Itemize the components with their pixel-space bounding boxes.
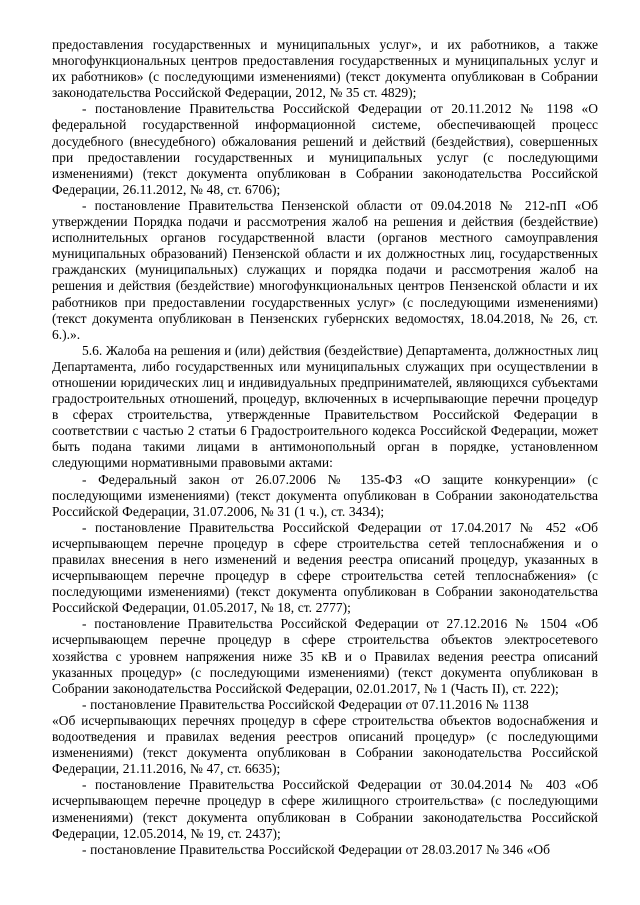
paragraph: 5.6. Жалоба на решения и (или) действия (бездействие) Департамента, должностных лиц Департамента, либо государственных или муниципальных служащих при осуществлении в отношении юридических лиц и индивидуальных предпринимателей, являющихся субъектами градостроительных отношений, процедур, включенных в исчерпывающие перечни процедур в сферах строительства, утвержденные Правительством Российской Федерации в соответствии с частью 2 статьи 6 Градостроительного кодекса Российской Федерации, может быть подана такими лицами в антимонопольный орган в порядке, установленном следующими нормативными правовыми актами: bbox=[52, 342, 598, 471]
paragraph: - постановление Правительства Российской Федерации от 27.12.2016 № 1504 «Об исчерпывающем перечне процедур в сфере строительства объектов электросетевого хозяйства с уровнем напряжения ниже 35 кВ и о Правилах ведения реестра описаний указанных процедур» (с последующими изменениями) (текст документа опубликован в Собрании законодательства Российской Федерации, 02.01.2017, № 1 (Часть II), ст. 222); bbox=[52, 616, 598, 696]
paragraph: - постановление Правительства Российской Федерации от 28.03.2017 № 346 «Об bbox=[82, 841, 550, 857]
paragraph: - постановление Правительства Российской Федерации от 20.11.2012 № 1198 «О федеральной государственной информационной системе, обеспечивающей процесс досудебного (внесудебного) обжалования решений и действий (бездействия), совершенных при предоставлении государственных и муниципальных услуг (с последующими изменениями) (текст документа опубликован в Собрании законодательства Российской Федерации, 26.11.2012, № 48, ст. 6706); bbox=[52, 101, 598, 197]
paragraph: - постановление Правительства Российской Федерации от 17.04.2017 № 452 «Об исчерпывающем перечне процедур в сфере строительства сетей теплоснабжения и о правилах внесения в него изменений и ведения реестра описаний процедур, указанных в исчерпывающем перечне процедур в сфере строительства сетей теплоснабжения» (с последующими изменениями) (текст документа опубликован в Собрании законодательства Российской Федерации, 01.05.2017, № 18, ст. 2777); bbox=[52, 519, 598, 616]
document-body bbox=[52, 37, 598, 858]
paragraph: «Об исчерпывающих перечнях процедур в сфере строительства объектов водоснабжения и водоотведения и правилах ведения реестров описаний процедур» (с последующими изменениями) (текст документа опубликован в Собрании законодательства Российской Федерации, 21.11.2016, № 47, ст. 6635); bbox=[52, 712, 598, 777]
paragraph: - постановление Правительства Пензенской области от 09.04.2018 № 212-пП «Об утверждении Порядка подачи и рассмотрения жалоб на решения и действия (бездействие) исполнительных органов государственной власти (органов местного самоуправления муниципальных образований) Пензенской области и их должностных лиц, государственных гражданских (муниципальных) служащих и порядка подачи и рассмотрения жалоб на решения и действия (бездействие) многофункциональных центров Пензенской области и их работников при предоставлении государственных услуг» (с последующими изменениями) (текст документа опубликован в Пензенских губернских ведомостях, 18.04.2018, № 26, ст. 6.).». bbox=[52, 197, 598, 342]
paragraph: - постановление Правительства Российской Федерации от 30.04.2014 № 403 «Об исчерпывающем перечне процедур в сфере жилищного строительства» (с последующими изменениями) (текст документа опубликован в Собрании законодательства Российской Федерации, 12.05.2014, № 19, ст. 2437); bbox=[52, 777, 598, 841]
paragraph: предоставления государственных и муниципальных услуг», и их работников, а также многофункциональных центров предоставления государственных и муниципальных услуг и их работников» (с последующими изменениями) (текст документа опубликован в Собрании законодательства Российской Федерации, 2012, № 35 ст. 4829); bbox=[52, 37, 598, 101]
paragraph: - Федеральный закон от 26.07.2006 № 135-ФЗ «О защите конкуренции» (с последующими изменениями) (текст документа опубликован в Собрании законодательства Российской Федерации, 31.07.2006, № 31 (1 ч.), ст. 3434); bbox=[52, 471, 598, 519]
paragraph: - постановление Правительства Российской Федерации от 07.11.2016 № 1138 bbox=[82, 696, 529, 712]
